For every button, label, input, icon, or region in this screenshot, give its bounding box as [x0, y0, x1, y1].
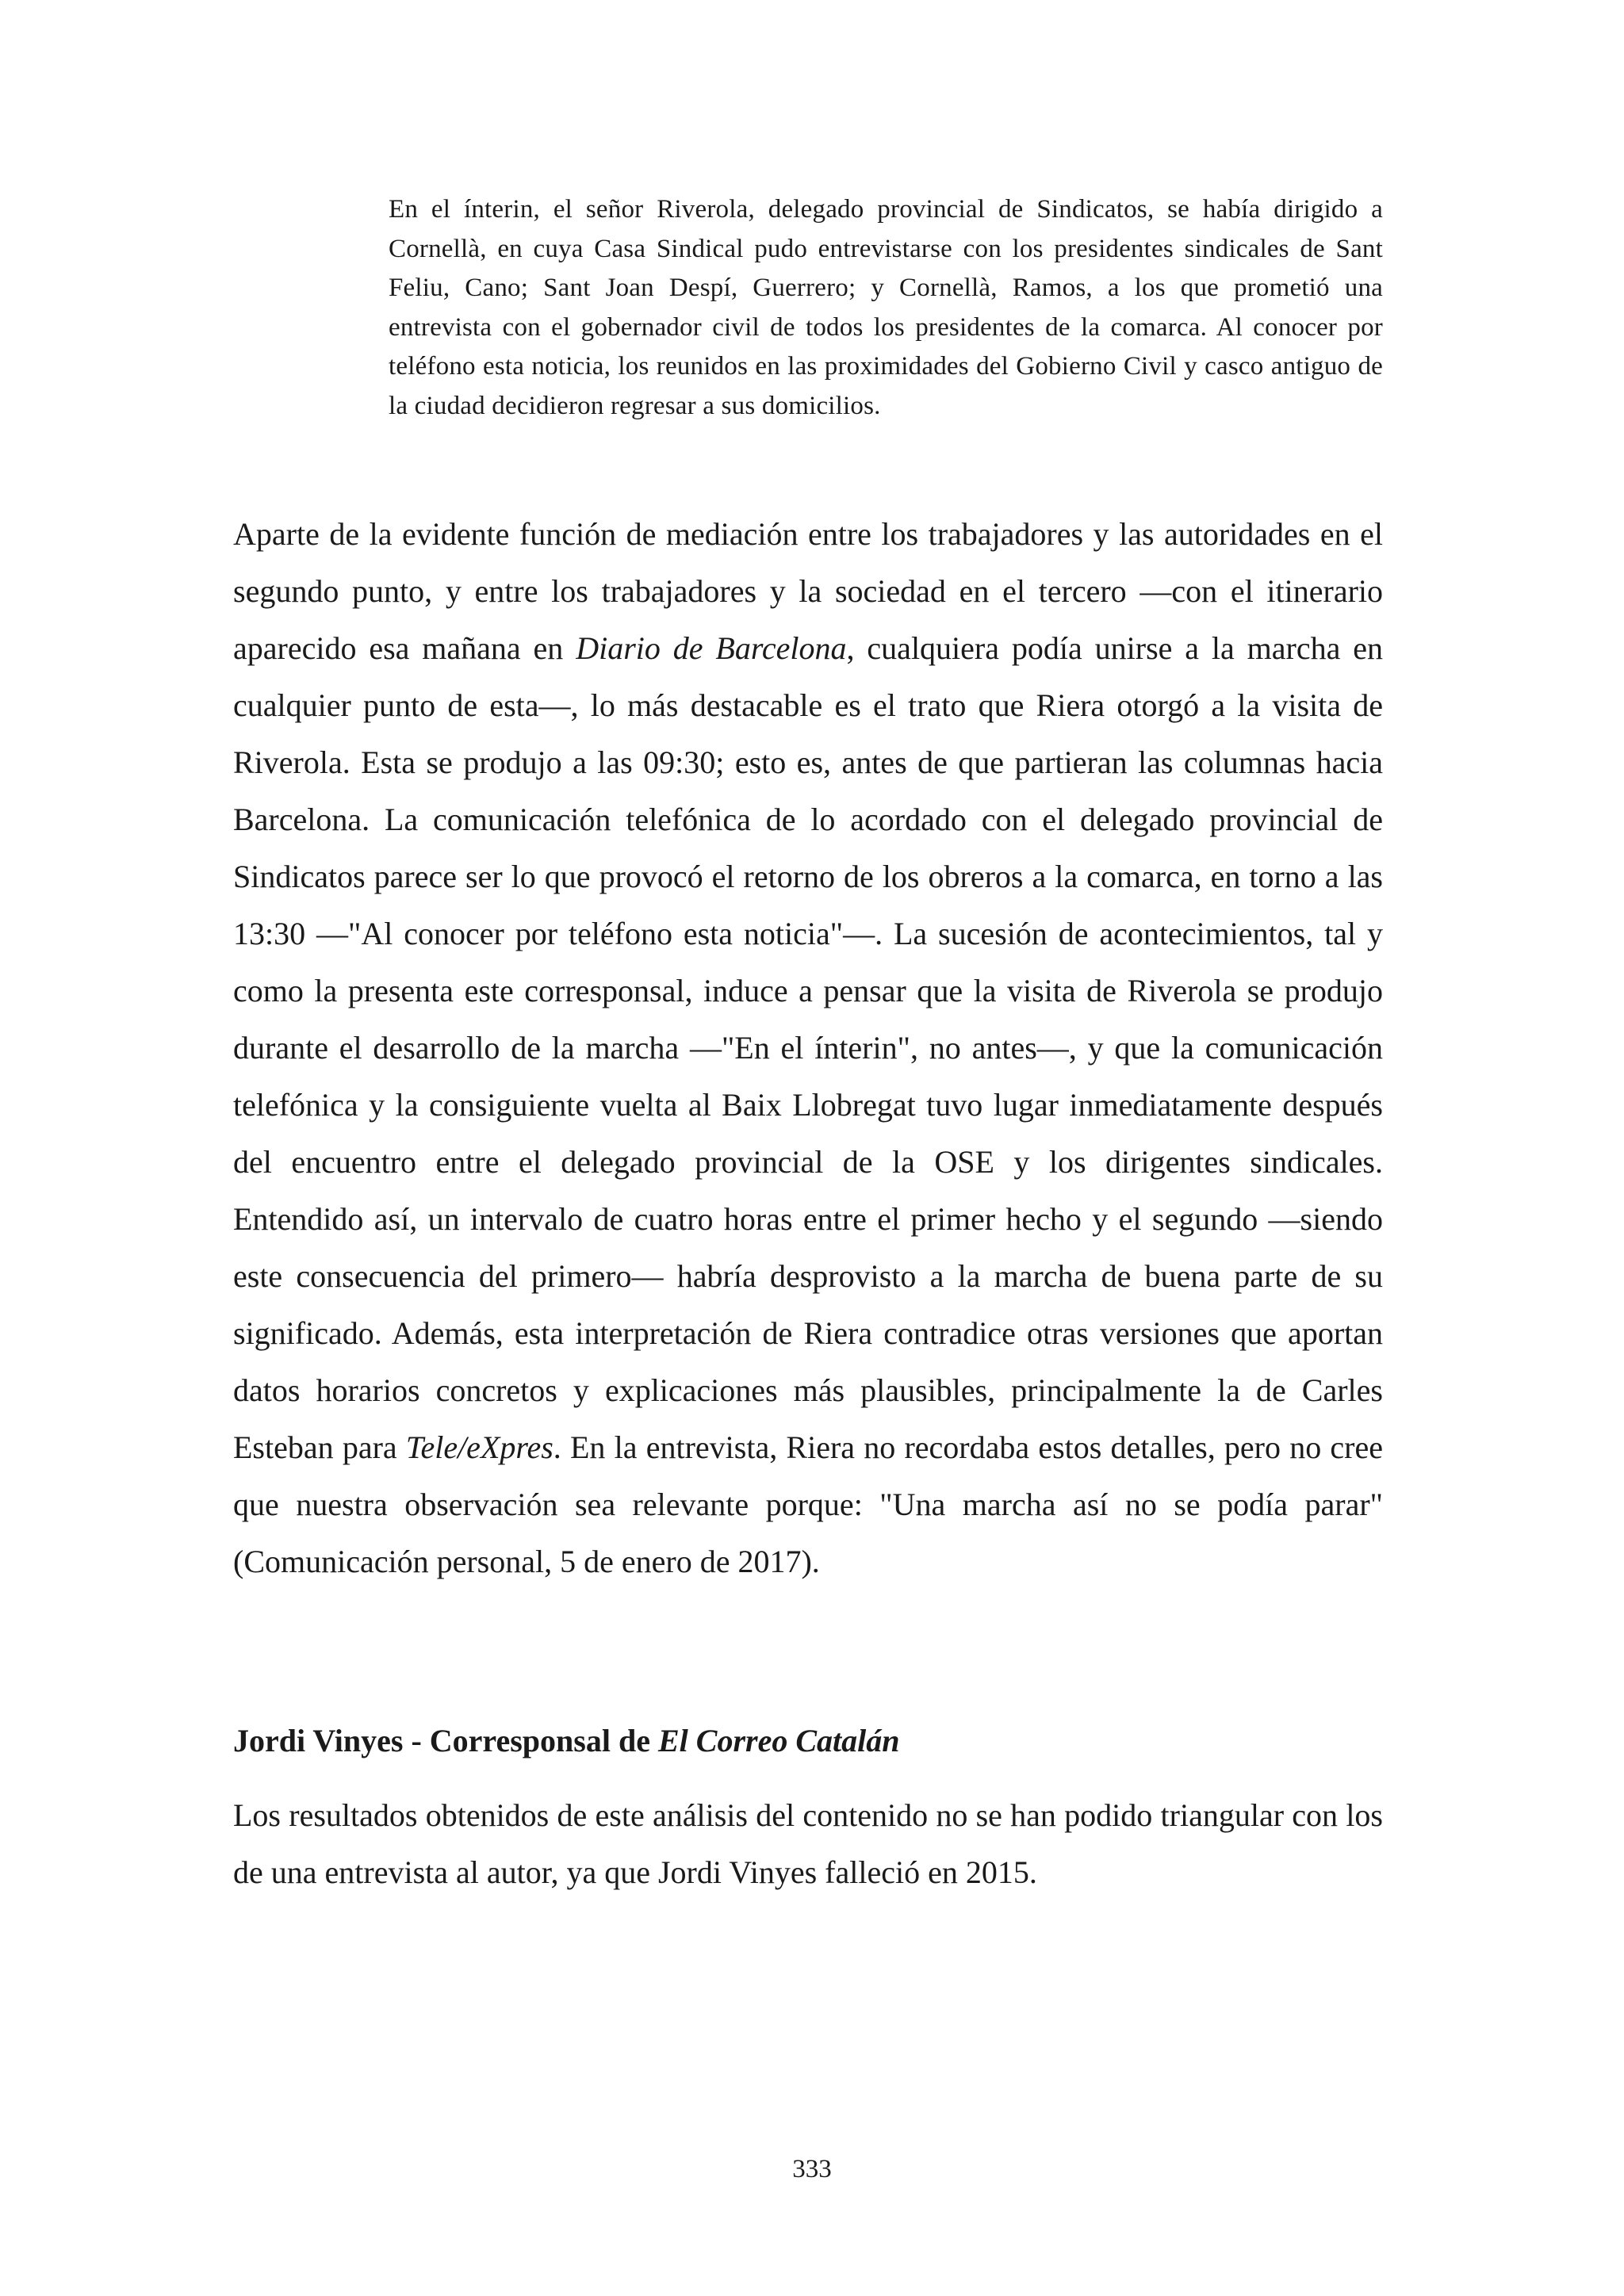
main-paragraph-part-3: . En la entrevista, Riera no recordaba estos detalles, pero no cree que nuestra observación sea relevante porque: "Una marcha así no se podía parar" (Comunicación personal, 5 de enero de 2017). [233, 1429, 1383, 1579]
section-heading-text: Jordi Vinyes - Corresponsal de [233, 1723, 658, 1758]
newspaper-title-diario-de-barcelona: Diario de Barcelona [576, 630, 847, 666]
section-heading-newspaper-title: El Correo Catalán [657, 1723, 900, 1758]
main-paragraph-part-2: , cualquiera podía unirse a la marcha en cualquier punto de esta—, lo más destacable es el trato que Riera otorgó a la visita de Riverola. Esta se produjo a las 09:30; esto es, antes de que partieran las columnas hacia Barcelona. La comunicación telefónica de lo acordado con el delegado provincial de Sindicatos parece ser lo que provocó el retorno de los obreros a la comarca, en torno a las 13:30 —"Al conocer por teléfono esta noticia"—. La sucesión de acontecimientos, tal y como la presenta este corresponsal, induce a pensar que la visita de Riverola se produjo durante el desarrollo de la marcha —"En el ínterin", no antes—, y que la comunicación telefónica y la consiguiente vuelta al Baix Llobregat tuvo lugar inmediatamente después del encuentro entre el delegado provincial de la OSE y los dirigentes sindicales. Entendido así, un intervalo de cuatro horas entre el primer hecho y el segundo —siendo este consecuencia del primero— habría desprovisto a la marcha de buena parte de su significado. Además, esta interpretación de Riera contradice otras versiones que aportan datos horarios concretos y explicaciones más plausibles, principalmente la de Carles Esteban para [233, 630, 1383, 1465]
section-paragraph: Los resultados obtenidos de este análisis del contenido no se han podido triangular con los de una entrevista al autor, ya que Jordi Vinyes falleció en 2015. [233, 1797, 1383, 1890]
section-heading [233, 1719, 1383, 1763]
page-number: 333 [792, 2155, 832, 2183]
newspaper-title-tele-express: Tele/eXpres [405, 1429, 553, 1465]
block-quote: En el ínterin, el señor Riverola, delegado provincial de Sindicatos, se había dirigido a Cornellà, en cuya Casa Sindical pudo entrevistarse con los presidentes sindicales de Sant Feliu, Cano; Sant Joan Despí, Guerrero; y Cornellà, Ramos, a los que prometió una entrevista con el gobernador civil de todos los presidentes de la comarca. Al conocer por teléfono esta noticia, los reunidos en las proximidades del Gobierno Civil y casco antiguo de la ciudad decidieron regresar a sus domicilios. [389, 195, 1383, 420]
main-paragraph-part-1: Aparte de la evidente función de mediación entre los trabajadores y las autoridades en el segundo punto, y entre los trabajadores y la sociedad en el tercero —con el itinerario aparecido esa mañana en [233, 516, 1383, 666]
main-paragraph [233, 506, 1383, 1590]
